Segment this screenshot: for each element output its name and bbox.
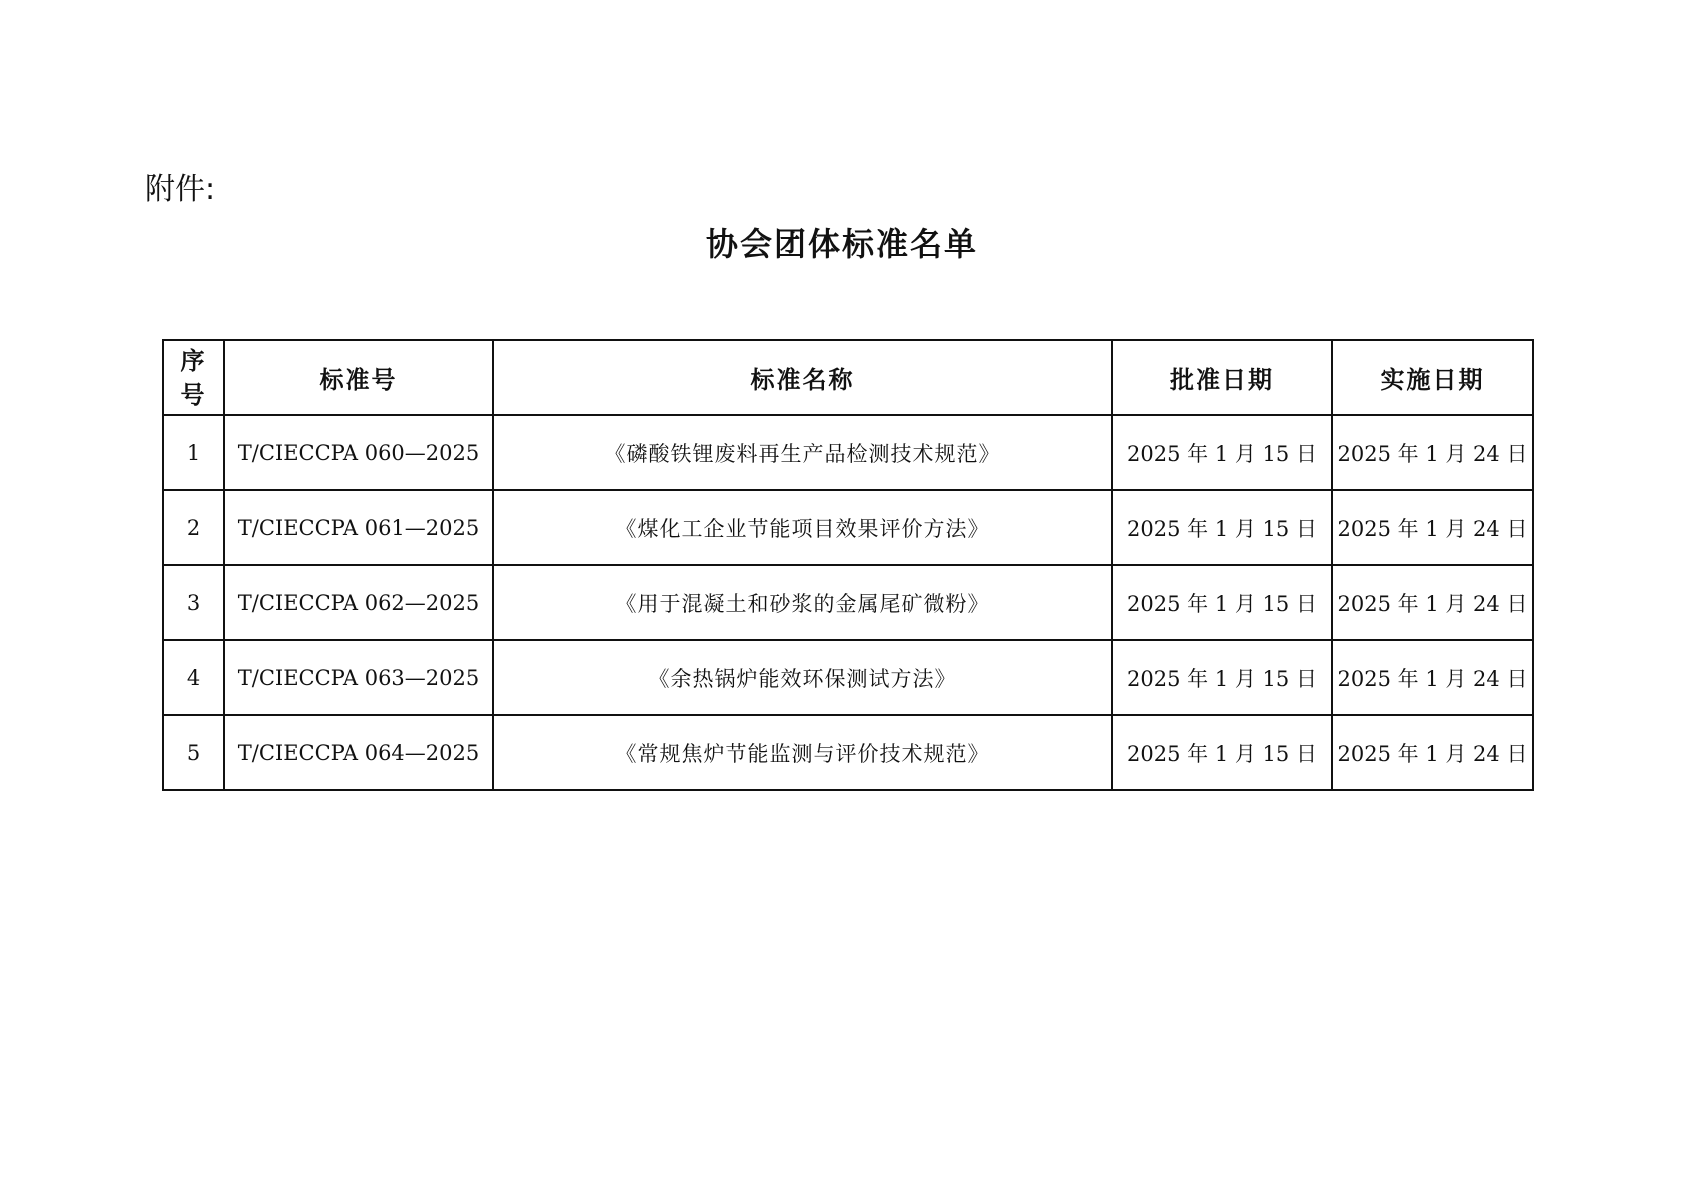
row-effective-date: 2025 年 1 月 24 日 bbox=[1332, 715, 1533, 790]
row-effective-date: 2025 年 1 月 24 日 bbox=[1332, 640, 1533, 715]
document-title: 协会团体标准名单 bbox=[705, 225, 978, 263]
row-seq: 1 bbox=[163, 415, 224, 490]
row-standard-name: 《用于混凝土和砂浆的金属尾矿微粉》 bbox=[493, 565, 1112, 640]
table-row bbox=[163, 640, 1533, 715]
row-standard-name: 《常规焦炉节能监测与评价技术规范》 bbox=[493, 715, 1112, 790]
table-row bbox=[163, 565, 1533, 640]
header-approval-date: 批准日期 bbox=[1112, 340, 1332, 415]
header-code: 标准号 bbox=[224, 340, 493, 415]
attachment-label: 附件: bbox=[145, 172, 216, 207]
table-row bbox=[163, 715, 1533, 790]
row-effective-date: 2025 年 1 月 24 日 bbox=[1332, 415, 1533, 490]
header-row bbox=[163, 340, 1533, 415]
row-seq: 3 bbox=[163, 565, 224, 640]
header-effective-date: 实施日期 bbox=[1332, 340, 1533, 415]
table-header bbox=[163, 340, 1533, 415]
row-approval-date: 2025 年 1 月 15 日 bbox=[1112, 490, 1332, 565]
header-seq-line1: 序 bbox=[180, 346, 207, 375]
row-standard-code: T/CIECCPA 061—2025 bbox=[224, 490, 493, 565]
row-approval-date: 2025 年 1 月 15 日 bbox=[1112, 415, 1332, 490]
row-seq: 4 bbox=[163, 640, 224, 715]
table-row bbox=[163, 490, 1533, 565]
standards-table bbox=[162, 339, 1534, 791]
row-seq: 5 bbox=[163, 715, 224, 790]
row-standard-code: T/CIECCPA 064—2025 bbox=[224, 715, 493, 790]
row-approval-date: 2025 年 1 月 15 日 bbox=[1112, 715, 1332, 790]
row-standard-name: 《煤化工企业节能项目效果评价方法》 bbox=[493, 490, 1112, 565]
row-seq: 2 bbox=[163, 490, 224, 565]
row-standard-code: T/CIECCPA 063—2025 bbox=[224, 640, 493, 715]
row-effective-date: 2025 年 1 月 24 日 bbox=[1332, 565, 1533, 640]
table-row bbox=[163, 415, 1533, 490]
row-approval-date: 2025 年 1 月 15 日 bbox=[1112, 565, 1332, 640]
row-standard-code: T/CIECCPA 060—2025 bbox=[224, 415, 493, 490]
row-effective-date: 2025 年 1 月 24 日 bbox=[1332, 490, 1533, 565]
row-standard-code: T/CIECCPA 062—2025 bbox=[224, 565, 493, 640]
row-standard-name: 《余热锅炉能效环保测试方法》 bbox=[493, 640, 1112, 715]
header-seq-line2: 号 bbox=[180, 380, 207, 409]
header-seq bbox=[163, 340, 224, 415]
row-approval-date: 2025 年 1 月 15 日 bbox=[1112, 640, 1332, 715]
header-name: 标准名称 bbox=[493, 340, 1112, 415]
row-standard-name: 《磷酸铁锂废料再生产品检测技术规范》 bbox=[493, 415, 1112, 490]
table-body bbox=[163, 415, 1533, 790]
